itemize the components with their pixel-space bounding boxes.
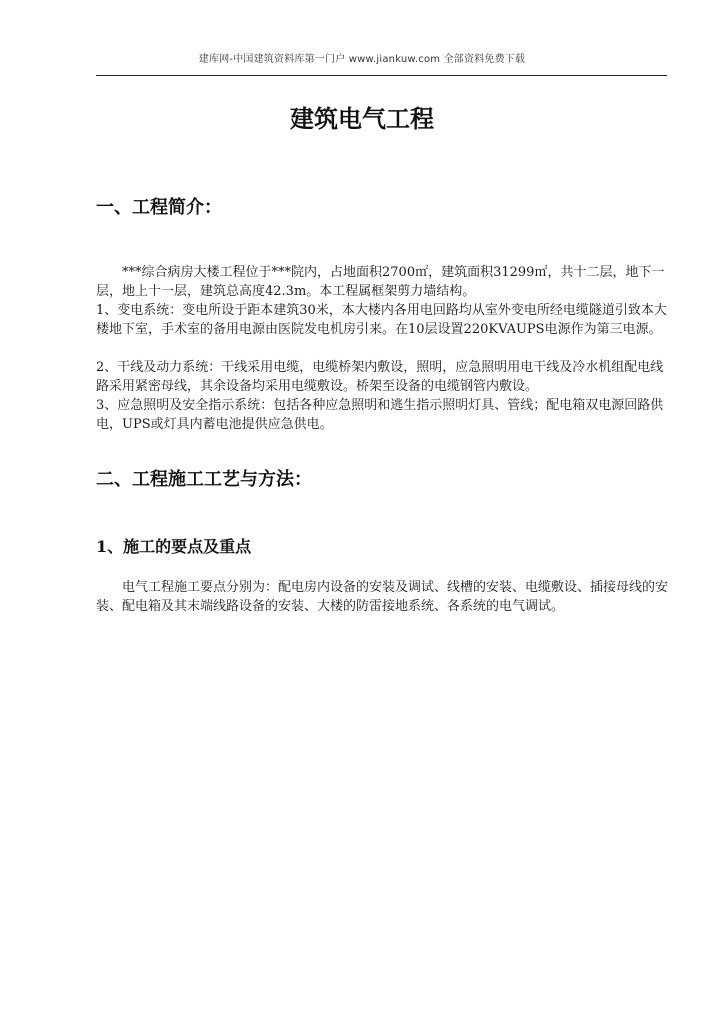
section-heading-overview: 一、工程简介：	[96, 197, 222, 218]
overview-item-trunk-power: 2、干线及动力系统：干线采用电缆，电缆桥架内敷设，照明，应急照明用电干线及冷水机组配电线路采用紧密母线，其余设备均采用电缆敷设。桥架至设备的电缆钢管内敷设。	[96, 360, 664, 394]
section-heading-methods: 二、工程施工工艺与方法：	[96, 469, 312, 490]
overview-item-substation: 1、变电系统：变电所设于距本建筑30米，本大楼内各用电回路均从室外变电所经电缆隧道引致本大楼地下室，手术室的备用电源由医院发电机房引来。在10层设置220KVAUPS电源作为第三电源。	[96, 303, 667, 337]
page-header: 建库网-中国建筑资料库第一门户 www.jiankuw.com 全部资料免费下载	[198, 54, 526, 65]
subsection-heading-key-points: 1、施工的要点及重点	[96, 537, 252, 556]
overview-item-emergency-lighting: 3、应急照明及安全指示系统：包括各种应急照明和逃生指示照明灯具、管线；配电箱双电源回路供电，UPS或灯具内蓄电池提供应急供电。	[96, 398, 664, 432]
header-divider	[96, 75, 667, 76]
key-points-paragraph: 电气工程施工要点分别为：配电房内设备的安装及调试、线槽的安装、电缆敷设、插接母线的安装、配电箱及其末端线路设备的安装、大楼的防雷接地系统、各系统的电气调试。	[96, 580, 669, 614]
overview-intro-paragraph: ***综合病房大楼工程位于***院内，占地面积2700㎡，建筑面积31299㎡，共十二层，地下一层，地上十一层，建筑总高度42.3m。本工程属框架剪力墙结构。	[96, 265, 665, 299]
document-title: 建筑电气工程	[290, 104, 434, 133]
